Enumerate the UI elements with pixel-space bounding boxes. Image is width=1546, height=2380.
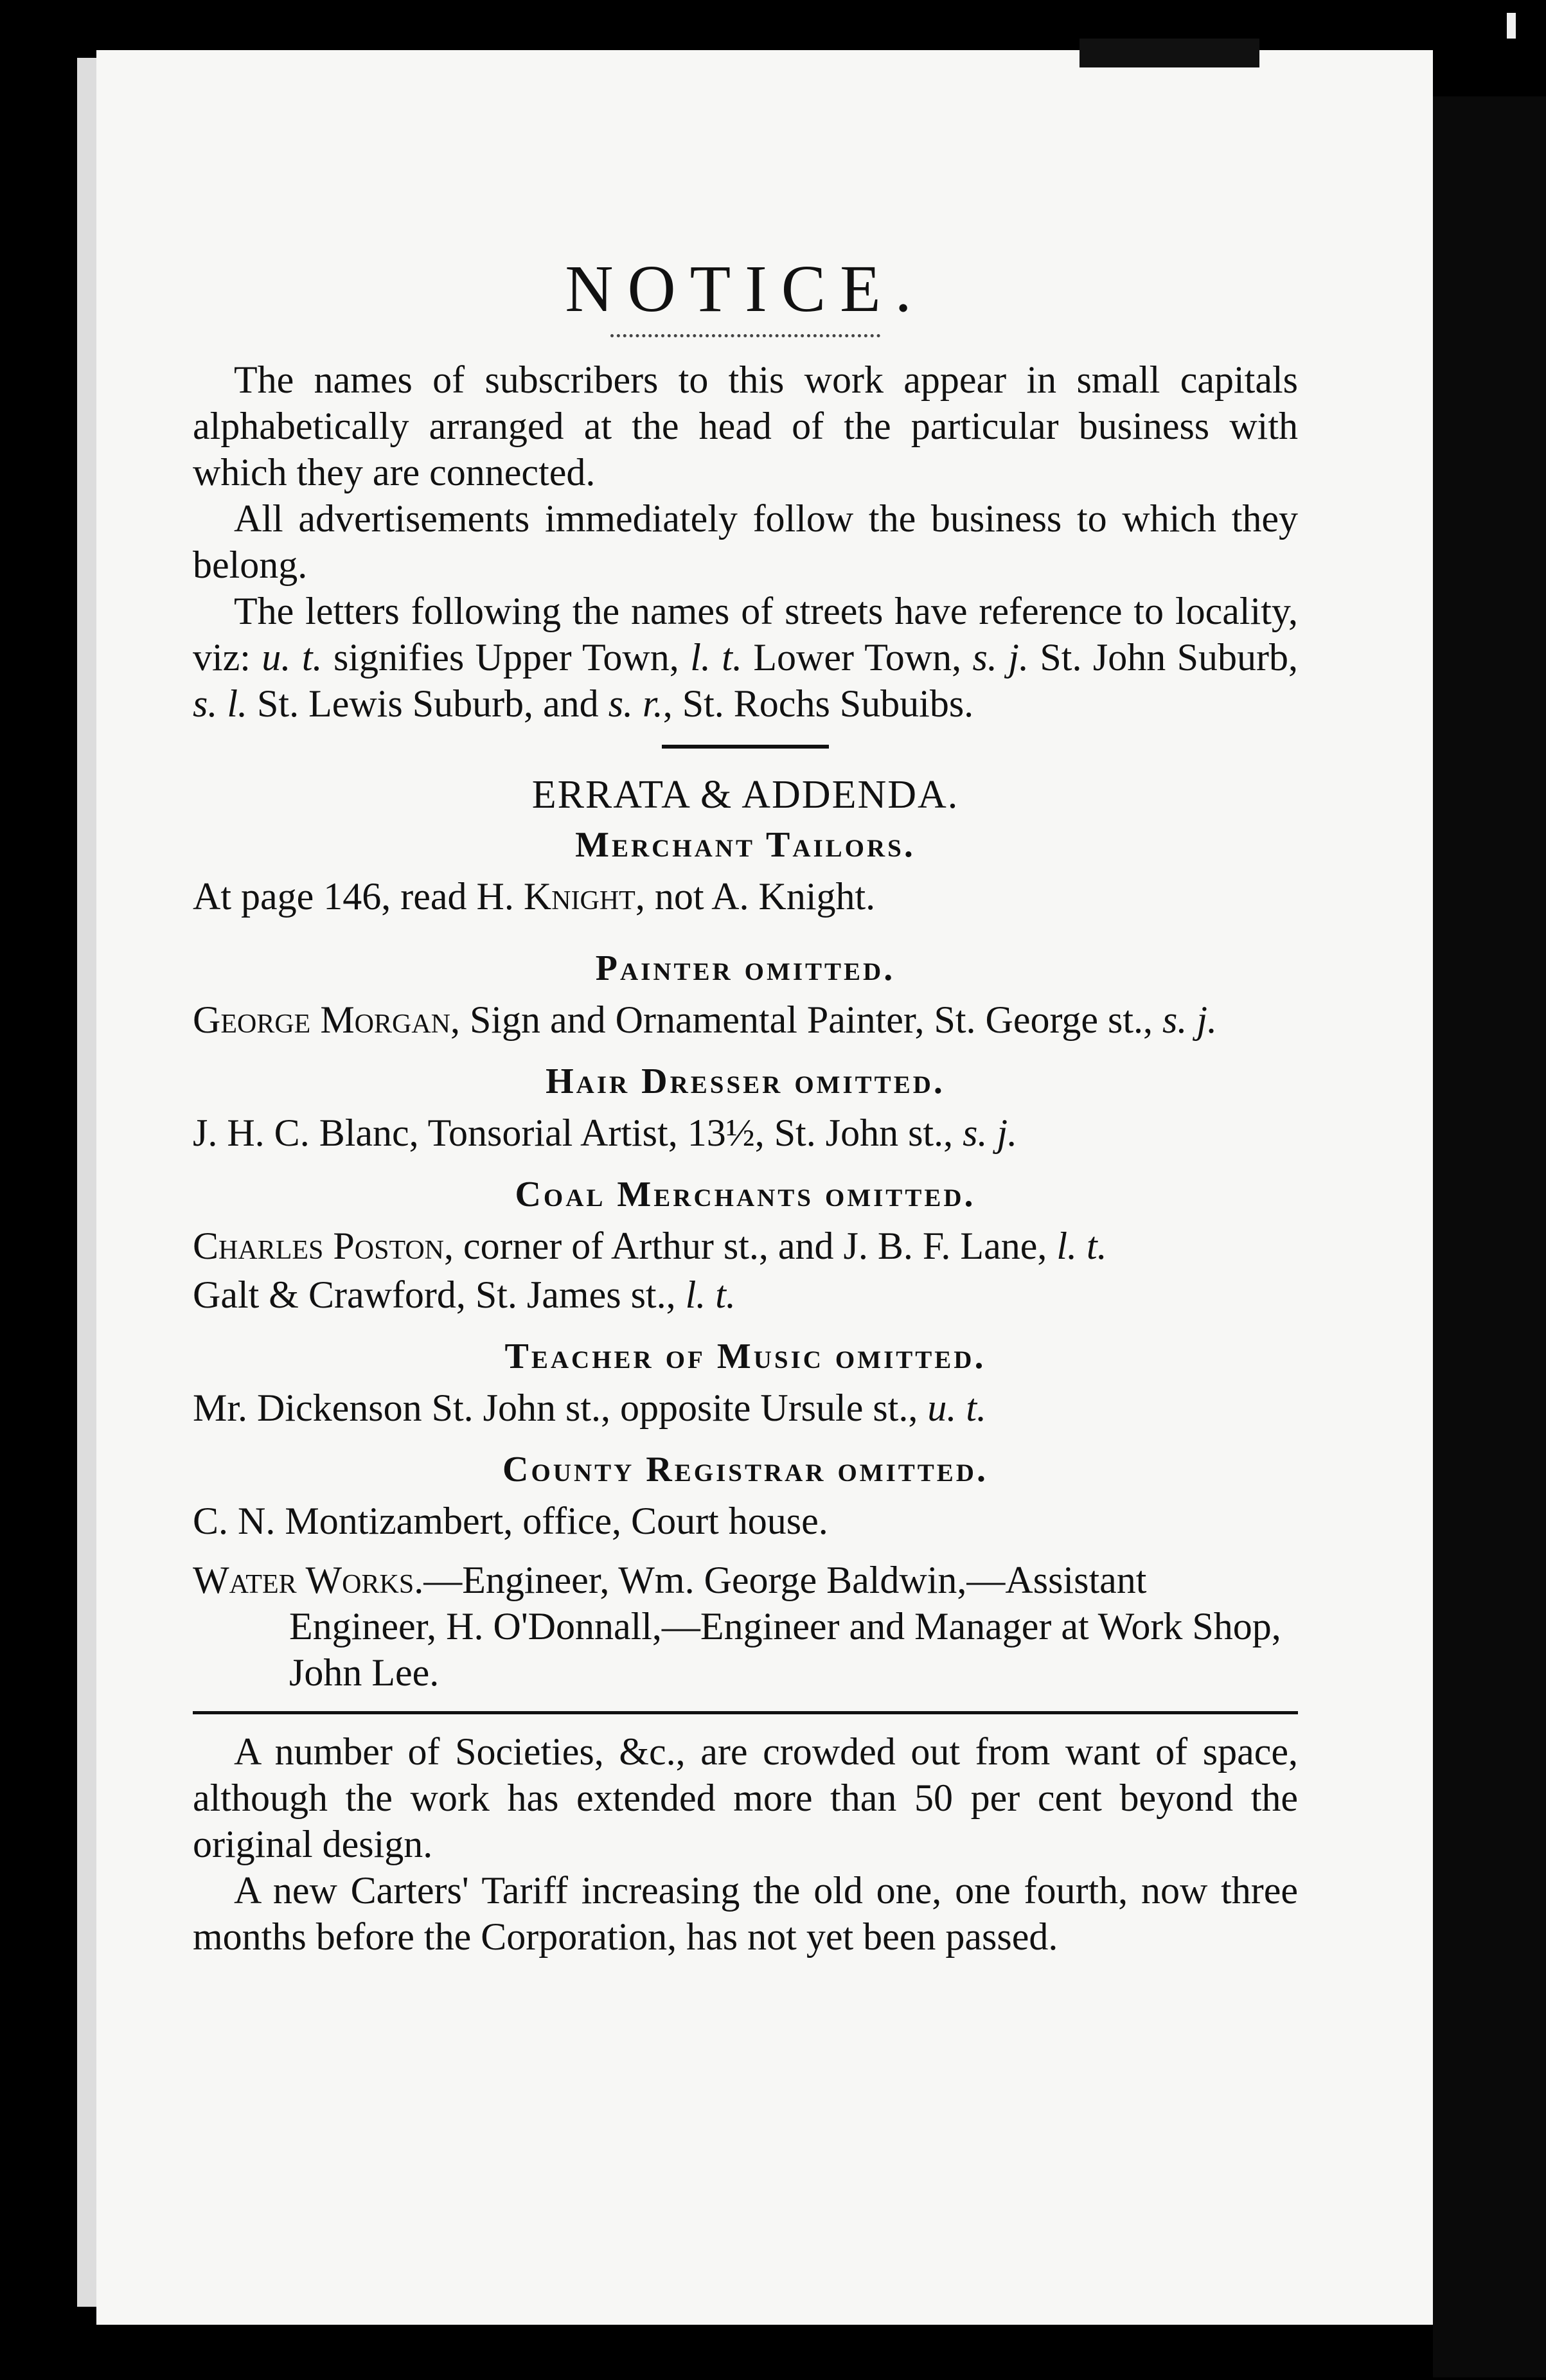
heading-merchant-tailors: Merchant Tailors. [575, 825, 916, 865]
entry-locality: l. t. [685, 1274, 736, 1316]
closing-notes [193, 1728, 1298, 1960]
entry-locality: u. t. [927, 1387, 987, 1429]
heading-teacher-music: Teacher of Music omitted. [504, 1337, 986, 1376]
entry-painter [193, 997, 1298, 1043]
entry-name: Knight [523, 875, 635, 918]
entry-name: Water Works. [193, 1559, 424, 1601]
entry-text: , corner of Arthur st., and J. B. F. Lane, [443, 1225, 1057, 1267]
page-content [193, 251, 1298, 1960]
entry-water-works [193, 1557, 1298, 1696]
scan-right-margin [1433, 96, 1546, 2377]
entry-text: , Sign and Ornamental Painter, St. George st., [450, 999, 1162, 1041]
entry-teacher-music [193, 1385, 1298, 1431]
errata-heading: ERRATA & ADDENDA. [531, 773, 959, 817]
section-divider [662, 745, 829, 749]
heading-county-registrar: County Registrar omitted. [502, 1450, 988, 1489]
entry-coal-merchant-1 [193, 1223, 1298, 1269]
abbr-st-rochs: s. r. [608, 682, 663, 725]
abbr-st-lewis: s. l. [193, 682, 248, 725]
closing-divider [193, 1711, 1298, 1714]
closing-paragraph-2: A new Carters' Tariff increasing the old one, one fourth, now three months before the Corporation, has not yet been passed. [193, 1869, 1298, 1958]
scan-corner-mark [1507, 13, 1516, 39]
entry-hair-dresser [193, 1110, 1298, 1156]
dotted-divider [610, 334, 880, 337]
scan-tab-mark [1080, 39, 1259, 67]
abbr-st-john: s. j. [972, 636, 1029, 679]
entry-text: —Engineer, Wm. George Baldwin,—Assistant Engineer, H. O'Donnall,—Engineer and Manager at Work Shop, John Lee. [289, 1559, 1281, 1694]
abbr-lower-town: l. t. [690, 636, 742, 679]
entry-text: J. H. C. Blanc, Tonsorial Artist, 13½, St. John st., [193, 1112, 963, 1154]
entry-locality: l. t. [1056, 1225, 1107, 1267]
entry-name: Charles Poston [193, 1225, 444, 1267]
locality-sl-text: St. Lewis Suburb, and [247, 682, 609, 725]
locality-sr-text: , St. Rochs Subuibs. [662, 682, 974, 725]
locality-lead: The letters following the names of streets have reference to locality, viz: [193, 590, 1298, 679]
entry-text: , not A. Knight. [635, 875, 876, 918]
entry-text: At page 146, read H. [193, 875, 524, 918]
entry-locality: s. j. [963, 1112, 1018, 1154]
intro-paragraph-1: The names of subscribers to this work appear in small capitals alphabetically arranged at the head of the particular business with which they are connected. [193, 359, 1298, 493]
entry-name: George Morgan [193, 999, 451, 1041]
locality-lt-text: Lower Town, [742, 636, 973, 679]
heading-hair-dresser: Hair Dresser omitted. [546, 1061, 945, 1101]
entry-text: Galt & Crawford, St. James st., [193, 1274, 686, 1316]
entry-text: Mr. Dickenson St. John st., opposite Ursule st., [193, 1387, 928, 1429]
intro-paragraph-2: All advertisements immediately follow the business to which they belong. [193, 497, 1298, 586]
entry-county-registrar: C. N. Montizambert, office, Court house. [193, 1500, 828, 1542]
locality-sj-text: St. John Suburb, [1028, 636, 1298, 679]
locality-paragraph [193, 588, 1298, 727]
page-title: NOTICE. [565, 252, 926, 326]
entry-merchant-tailors [193, 873, 1298, 919]
entry-coal-merchant-2 [193, 1272, 1298, 1318]
closing-paragraph-1: A number of Societies, &c., are crowded out from want of space, although the work has extended more than 50 per cent beyond the original design. [193, 1730, 1298, 1865]
locality-ut-text: signifies Upper Town, [322, 636, 691, 679]
entry-locality: s. j. [1162, 999, 1218, 1041]
heading-painter: Painter omitted. [595, 948, 896, 988]
heading-coal-merchants: Coal Merchants omitted. [515, 1175, 976, 1214]
abbr-upper-town: u. t. [262, 636, 323, 679]
